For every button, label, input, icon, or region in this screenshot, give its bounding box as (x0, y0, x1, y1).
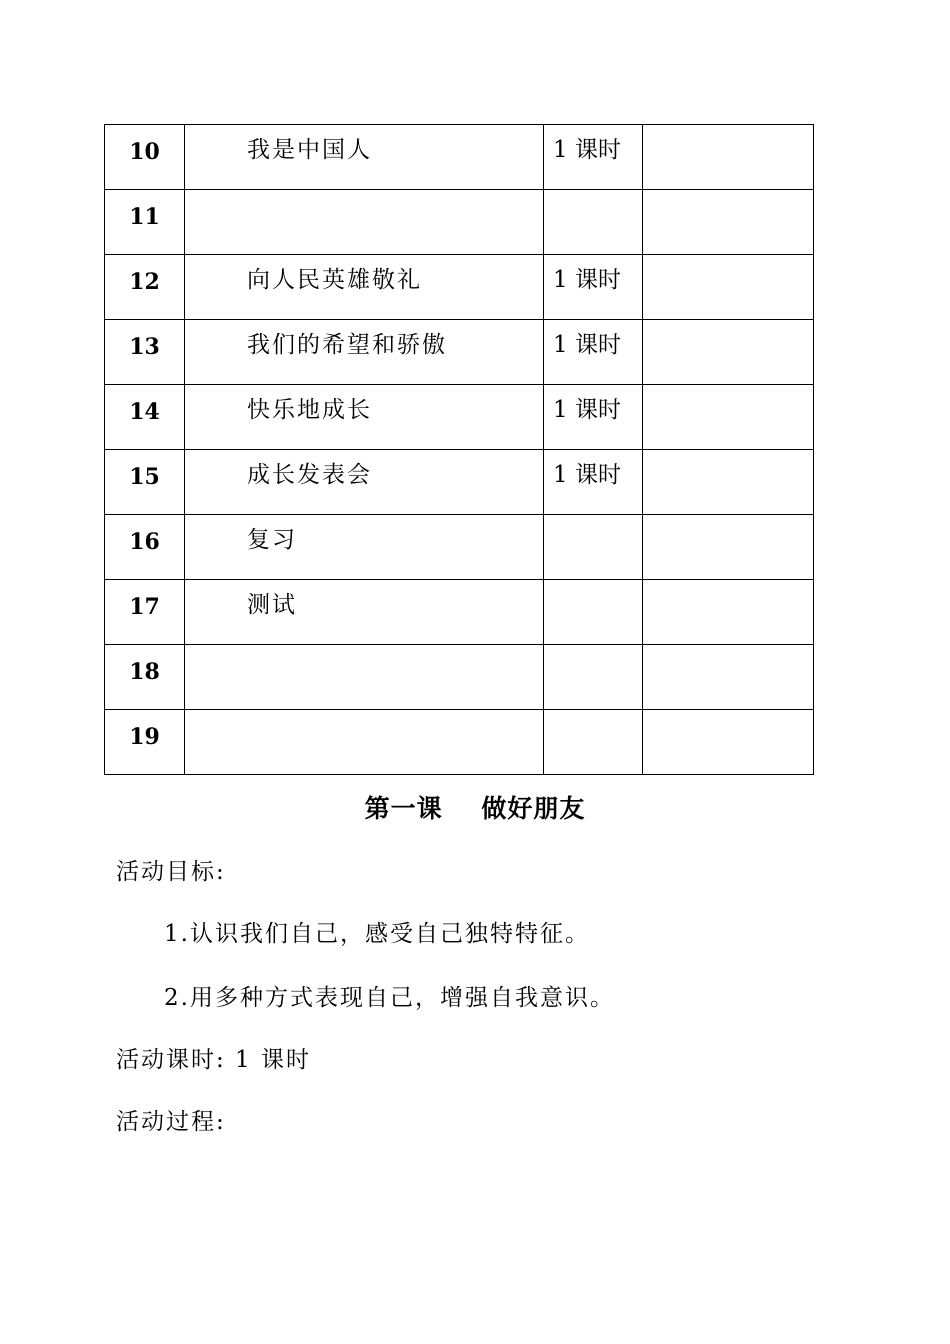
lesson-number-cell (105, 125, 185, 190)
lesson-title-cell (185, 515, 544, 580)
lesson-hours-cell (544, 645, 643, 710)
lesson-title-cell (185, 450, 544, 515)
lesson-hours: 1 课时 (553, 462, 621, 488)
lesson-hours-cell (544, 515, 643, 580)
lesson-hours-cell (544, 710, 643, 775)
goals-label: 活动目标: (116, 859, 226, 885)
schedule-table (104, 124, 814, 775)
lesson-number: 14 (129, 399, 160, 425)
goal-item-1: 1.认识我们自己，感受自己独特特征。 (164, 921, 590, 947)
schedule-row (105, 450, 814, 515)
lesson-hours-cell (544, 450, 643, 515)
lesson-heading: 第一课 做好朋友 (364, 794, 586, 823)
lesson-title: 复习 (247, 527, 297, 553)
schedule-row (105, 645, 814, 710)
lesson-number: 12 (129, 269, 160, 295)
lesson-title-cell (185, 710, 544, 775)
lesson-title-cell (185, 255, 544, 320)
lesson-number: 19 (129, 724, 160, 750)
lesson-note-cell (643, 320, 814, 385)
lesson-title: 快乐地成长 (247, 397, 372, 423)
lesson-note-cell (643, 710, 814, 775)
lesson-hours (544, 710, 642, 724)
lesson-number-cell (105, 710, 185, 775)
lesson-hours (544, 580, 642, 594)
schedule-row (105, 125, 814, 190)
lesson-title-cell (185, 320, 544, 385)
lesson-title: 成长发表会 (247, 462, 372, 488)
lesson-note-cell (643, 580, 814, 645)
lesson-number-cell (105, 450, 185, 515)
lesson-title (185, 190, 543, 204)
lesson-number-cell (105, 645, 185, 710)
lesson-title (185, 710, 543, 724)
lesson-hours: 1 课时 (553, 332, 621, 358)
lesson-number: 11 (129, 204, 160, 230)
lesson-hours-cell (544, 255, 643, 320)
lesson-note-cell (643, 385, 814, 450)
lesson-number: 16 (129, 529, 160, 555)
lesson-number: 13 (129, 334, 160, 360)
lesson-hours: 1 课时 (553, 397, 621, 423)
lesson-note-cell (643, 645, 814, 710)
lesson-number-cell (105, 515, 185, 580)
lesson-number-cell (105, 580, 185, 645)
schedule-row (105, 190, 814, 255)
lesson-hours (544, 515, 642, 529)
lesson-hours (544, 645, 642, 659)
lesson-number: 10 (129, 139, 160, 165)
lesson-number-cell (105, 320, 185, 385)
schedule-row (105, 320, 814, 385)
process-label: 活动过程: (116, 1109, 226, 1135)
lesson-number: 17 (129, 594, 160, 620)
lesson-hours-line: 活动课时: 1 课时 (116, 1047, 312, 1073)
goal-item-2: 2.用多种方式表现自己，增强自我意识。 (164, 985, 615, 1011)
lesson-title-cell (185, 190, 544, 255)
lesson-hours: 1 课时 (553, 137, 621, 163)
lesson-number-cell (105, 190, 185, 255)
lesson-note-cell (643, 190, 814, 255)
lesson-note-cell (643, 125, 814, 190)
lesson-hours-cell (544, 125, 643, 190)
lesson-title (185, 645, 543, 659)
lesson-hours (544, 190, 642, 204)
lesson-hours-cell (544, 580, 643, 645)
lesson-title-cell (185, 580, 544, 645)
schedule-row (105, 515, 814, 580)
lesson-hours: 1 课时 (553, 267, 621, 293)
lesson-hours-cell (544, 385, 643, 450)
lesson-number-cell (105, 255, 185, 320)
lesson-title-cell (185, 645, 544, 710)
lesson-number: 18 (129, 659, 160, 685)
schedule-body (105, 125, 814, 775)
schedule-row (105, 255, 814, 320)
lesson-number: 15 (129, 464, 160, 490)
lesson-title: 我是中国人 (247, 137, 372, 163)
lesson-title: 测试 (247, 592, 297, 618)
lesson-title: 向人民英雄敬礼 (247, 267, 422, 293)
lesson-note-cell (643, 515, 814, 580)
lesson-hours-cell (544, 320, 643, 385)
lesson-title: 我们的希望和骄傲 (247, 332, 447, 358)
lesson-number-cell (105, 385, 185, 450)
lesson-hours-cell (544, 190, 643, 255)
schedule-row (105, 710, 814, 775)
schedule-row (105, 385, 814, 450)
schedule-row (105, 580, 814, 645)
lesson-note-cell (643, 450, 814, 515)
lesson-note-cell (643, 255, 814, 320)
lesson-title-cell (185, 385, 544, 450)
lesson-title-cell (185, 125, 544, 190)
